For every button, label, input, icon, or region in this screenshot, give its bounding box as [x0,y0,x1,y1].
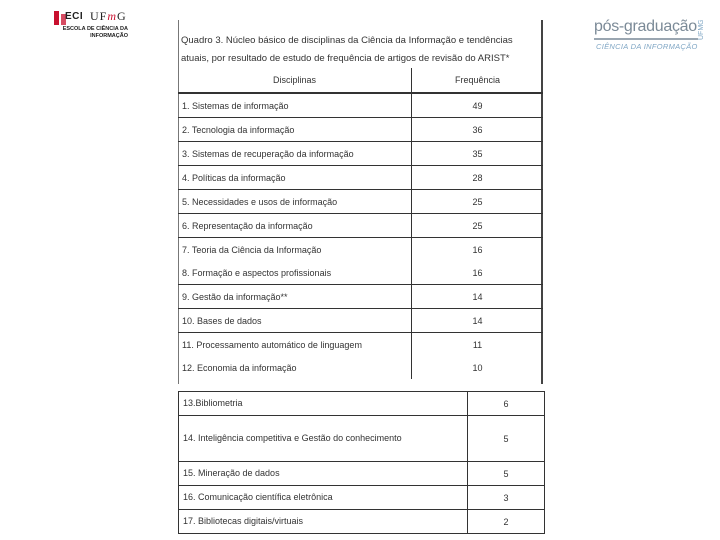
table-row [179,462,545,486]
frequency-cell: 35 [412,142,544,166]
table-row [179,392,545,416]
discipline-cell: 11. Processamento automático de linguagem [182,339,362,350]
disciplines-table-part2 [178,391,545,534]
header-frequency: Frequência [412,68,544,93]
discipline-cell: 8. Formação e aspectos profissionais [178,261,412,285]
frequency-cell: 49 [412,93,544,118]
discipline-cell: 6. Representação da informação [178,214,412,238]
discipline-cell: 15. Mineração de dados [179,462,468,486]
frequency-cell: 11 [412,333,544,357]
table-row [178,285,543,309]
disciplines-table-part1 [178,68,543,379]
frequency-cell: 6 [468,392,545,416]
table-row [178,190,543,214]
frequency-cell: 5 [468,416,545,462]
pos-graduacao-title: pós-graduação [594,18,697,35]
frequency-cell: 28 [412,166,544,190]
frequency-cell: 25 [412,214,544,238]
eci-ufmg-logo [18,8,128,60]
ufmg-label: UFmG [90,9,127,23]
table-row [179,510,545,534]
table-row [178,261,543,285]
table-row [178,356,543,379]
frequency-cell: 36 [412,118,544,142]
discipline-cell: 13.Bibliometria [179,392,468,416]
table-row [178,333,543,357]
table-header-row [178,68,543,93]
table-caption: Quadro 3. Núcleo básico de disciplinas da Ciência da Informação e tendências atuais, por resultado de estudo de frequência de artigos de revisão do ARIST* [181,35,513,64]
discipline-cell: 9. Gestão da informação** [178,285,412,309]
frequency-cell: 14 [412,285,544,309]
frequency-cell: 16 [412,238,544,262]
header-disciplines: Disciplinas [178,68,412,93]
discipline-cell: 17. Bibliotecas digitais/virtuais [179,510,468,534]
discipline-cell: 5. Necessidades e usos de informação [178,190,412,214]
table-row [178,118,543,142]
pos-graduacao-bar [594,38,698,40]
table-row [178,93,543,118]
table-row [179,416,545,462]
frequency-cell: 25 [412,190,544,214]
pos-graduacao-ufmg: UFMG [698,19,705,40]
discipline-cell: 7. Teoria da Ciência da Informação [182,244,322,255]
eci-subtitle: ESCOLA DE CIÊNCIA DA INFORMAÇÃO [62,26,128,39]
frequency-cell: 14 [412,309,544,333]
frequency-cell: 2 [468,510,545,534]
table-row [178,214,543,238]
frequency-cell: 16 [412,261,544,285]
pos-graduacao-subtitle: CIÊNCIA DA INFORMAÇÃO [596,42,698,51]
discipline-cell: 2. Tecnologia da informação [178,118,412,142]
pos-graduacao-logo [594,14,714,62]
frequency-cell: 5 [468,462,545,486]
discipline-cell: 16. Comunicação científica eletrônica [179,486,468,510]
discipline-cell: 1. Sistemas de informação [178,93,412,118]
frequency-cell: 10 [412,356,544,379]
table-row [178,309,543,333]
table-row [178,238,543,262]
discipline-cell: 12. Economia da informação [182,362,297,373]
frequency-cell: 3 [468,486,545,510]
table-row [178,166,543,190]
discipline-cell: 14. Inteligência competitiva e Gestão do conhecimento [179,416,468,462]
table-row [179,486,545,510]
discipline-cell: 4. Políticas da informação [178,166,412,190]
discipline-cell: 10. Bases de dados [178,309,412,333]
document-panel [178,20,542,540]
discipline-cell: 3. Sistemas de recuperação da informação [178,142,412,166]
eci-short-label: ECI [65,11,84,22]
table-row [178,142,543,166]
